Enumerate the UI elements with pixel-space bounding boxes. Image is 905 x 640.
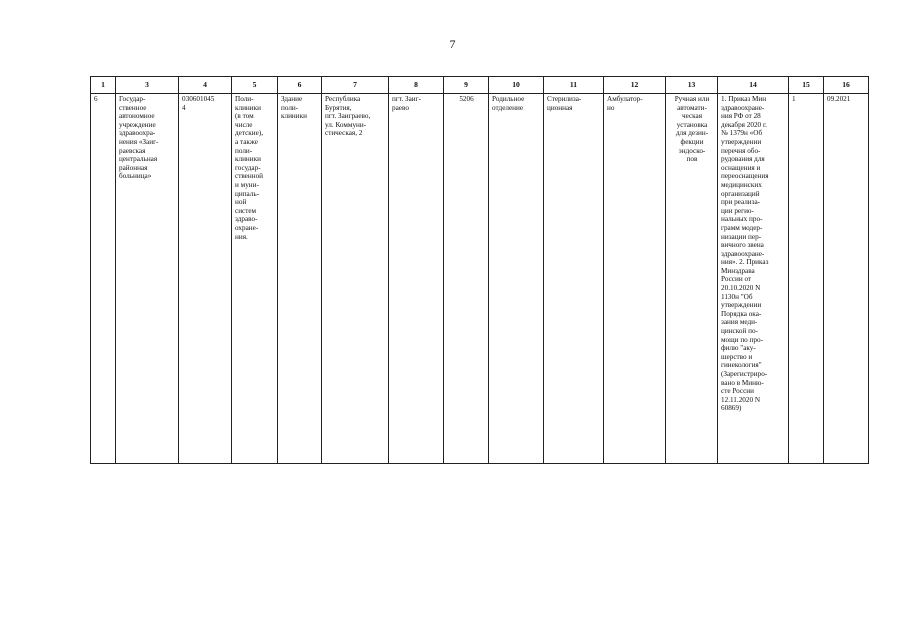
cell-building: Здание поли- клиники <box>278 94 322 464</box>
col-header-10: 10 <box>489 77 544 94</box>
col-header-4: 4 <box>179 77 232 94</box>
col-header-7: 7 <box>322 77 389 94</box>
page-number: 7 <box>449 37 456 51</box>
equipment-table <box>90 76 869 464</box>
col-header-15: 15 <box>789 77 824 94</box>
table-header-row <box>91 77 869 94</box>
cell-department: Родильное отделение <box>489 94 544 464</box>
col-header-3: 3 <box>116 77 179 94</box>
col-header-8: 8 <box>389 77 444 94</box>
col-header-12: 12 <box>604 77 666 94</box>
cell-regulation: 1. Приказ Мин здравоохране- ния РФ от 28 декабря 2020 г. № 1379н «Об утверждении перечня обо- рудования для оснащения и переоснащения медицинских организаций при реализа- ции регио- нальных про- грамм модер- низации пер- вичного звена здравоохране- ния». 2. Приказ Минздрава России от 20.10.2020 N 1130н "Об утверждении Порядка ока- зания меди- цинской по- мощи по про- филю "аку- шерство и гинекология" (Зарегистриро- вано в Миню- сте России 12.11.2020 N 60869) <box>718 94 789 464</box>
cell-facility-type: Поли- клиники (в том числе детские), а также поли- клиники государ- ственной и муни- ципаль- ной систем здраво- охране- ния. <box>232 94 278 464</box>
col-header-6: 6 <box>278 77 322 94</box>
cell-date: 09.2021 <box>824 94 869 464</box>
cell-code: 5206 <box>444 94 489 464</box>
col-header-5: 5 <box>232 77 278 94</box>
cell-inn: 030601045 4 <box>179 94 232 464</box>
table-row <box>91 94 869 464</box>
col-header-14: 14 <box>718 77 789 94</box>
cell-settlement: пгт. Заиг- раево <box>389 94 444 464</box>
col-header-13: 13 <box>666 77 718 94</box>
col-header-16: 16 <box>824 77 869 94</box>
cell-care-condition: Амбулатор- но <box>604 94 666 464</box>
cell-quantity: 1 <box>789 94 824 464</box>
col-header-1: 1 <box>91 77 116 94</box>
cell-row-number: 6 <box>91 94 116 464</box>
cell-address: Республика Бурятия, пгт. Заиграево, ул. Коммуни- стическая, 2 <box>322 94 389 464</box>
col-header-9: 9 <box>444 77 489 94</box>
cell-organization-name: Государ- ственное автономное учреждение здравоохра- нения «Заиг- раевская центральная районная больница» <box>116 94 179 464</box>
cell-room: Стерилиза- ционная <box>544 94 604 464</box>
cell-equipment: Ручная или автомати- ческая установка для дезин- фекции эндоско- пов <box>666 94 718 464</box>
col-header-11: 11 <box>544 77 604 94</box>
